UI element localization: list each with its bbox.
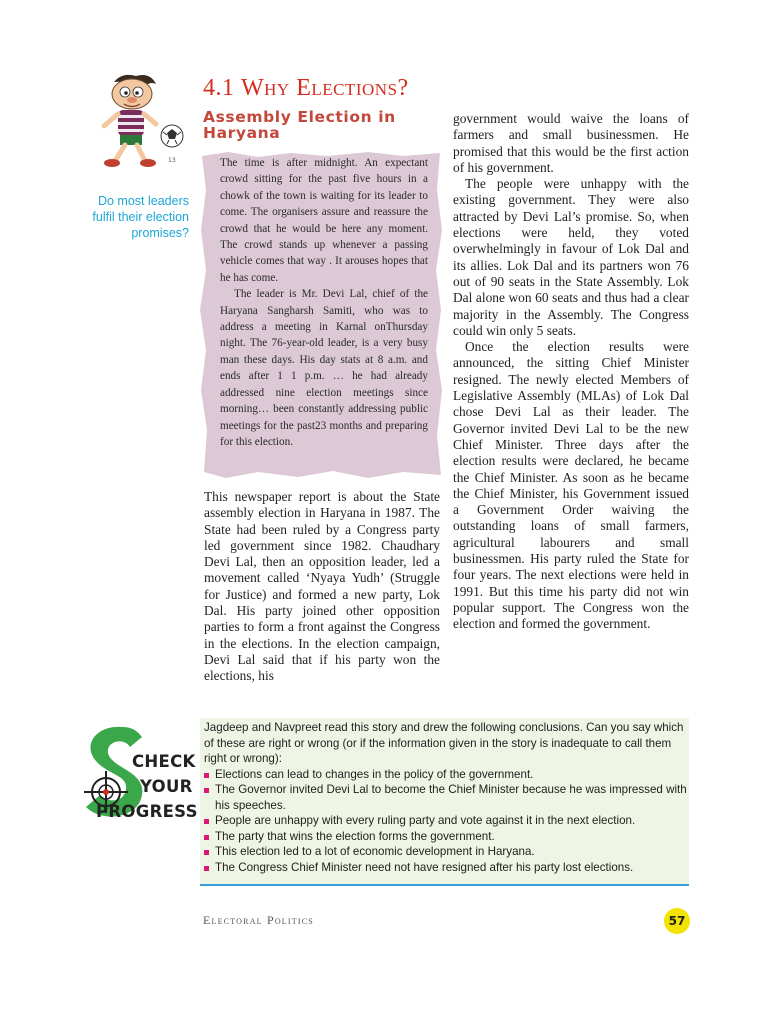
footer-chapter-label: Electoral Politics [203, 913, 314, 927]
list-item: The Governor invited Devi Lal to become the Chief Minister because he was impressed with his speeches. [204, 782, 689, 813]
logo-word-your: YOUR [140, 777, 193, 796]
section-number: 4.1 [203, 75, 235, 101]
newspaper-clipping-text [220, 155, 428, 450]
list-item: The party that wins the election forms the government. [204, 829, 689, 845]
check-progress-rule [200, 884, 689, 886]
body-column-right [453, 111, 689, 633]
body-paragraph: This newspaper report is about the State assembly election in Haryana in 1987. The State had been ruled by a Congress party led government since 1982. Chaudhary Devi Lal, then an opposition leader, led a movement called ‘Nyaya Yudh’ (Struggle for Justice) and formed a new party, Lok Dal. His party joined other opposition parties to form a front against the Congress in the elections. In the election campaign, Devi Lal said that if his party won the elections, his [204, 489, 440, 684]
section-title-word-1: Why [241, 75, 290, 101]
list-item: The Congress Chief Minister need not have resigned after his party lost elections. [204, 860, 689, 876]
page-number-badge: 57 [664, 908, 690, 934]
section-title [203, 75, 409, 102]
check-progress-content [204, 720, 689, 875]
list-item: Elections can lead to changes in the policy of the government. [204, 767, 689, 783]
cartoon-boy-football-illustration [92, 72, 188, 172]
body-paragraph: The people were unhappy with the existing government. They were also attracted by Devi Lal’s promise. So, when elections were held, they voted overwhelmingly in favour of Lok Dal and its allies. Lok Dal and its partners won 76 out of 90 seats in the State Assembly. Lok Dal alone won 60 seats and thus had a clear majority in the Assembly. The Congress could win only 5 seats. [453, 176, 689, 338]
list-item: People are unhappy with every ruling party and vote against it in the next election. [204, 813, 689, 829]
check-progress-intro: Jagdeep and Navpreet read this story and drew the following conclusions. Can you say which of these are right or wrong (or if the information given in the story is inadequate to call them right or wrong): [204, 721, 684, 765]
logo-word-progress: PROGRESS [96, 802, 198, 821]
margin-note: Do most leaders fulfil their election promises? [92, 194, 189, 240]
check-progress-list [204, 767, 689, 876]
check-your-progress-logo-icon [78, 719, 198, 839]
body-paragraph: Once the election results were announced, the sitting Chief Minister resigned. The newly elected Members of Legislative Assembly (MLAs) of Lok Dal chose Devi Lal as their leader. The Governor invited Devi Lal to be the new Chief Minister. Three days after the election results were declared, he became the Chief Minister. As soon as he became the Chief Minister, his Government issued a Government Order waiving the outstanding loans of small farmers, agricultural labourers and small businessmen. His party ruled the State for four years. The next elections were held in 1991. But this time his party did not win popular support. The Congress won the election and formed the government. [453, 339, 689, 632]
body-paragraph: government would waive the loans of farmers and small businessmen. He promised that this would be the first action of his government. [453, 111, 689, 175]
list-item: This election led to a lot of economic development in Haryana. [204, 844, 689, 860]
body-column-left [204, 489, 440, 685]
section-title-word-2: Elections? [296, 75, 409, 101]
clipping-paragraph: The time is after midnight. An expectant crowd sitting for the past five hours in a chowk of the town is waiting for its leader to come. The organisers assure and reassure the crowd that he would be here any moment. The crowd stands up whenever a passing vehicle comes that way . It arouses hopes that he has come. [220, 157, 428, 284]
logo-word-check: CHECK [132, 752, 196, 771]
clipping-paragraph: The leader is Mr. Devi Lal, chief of the Haryana Sangharsh Samiti, who was to address a meeting in Karnal onThursday night. The 76-year-old leader, is a very busy man these days. His day stats at 8 a.m. and ends after 1 1 p.m. … he had already addressed nine election meetings since morning… been constantly addressing public meetings for the past23 months and preparing for this election. [220, 288, 428, 448]
sub-heading: Assembly Election in Haryana [203, 108, 396, 142]
svg-text:13: 13 [168, 157, 176, 164]
